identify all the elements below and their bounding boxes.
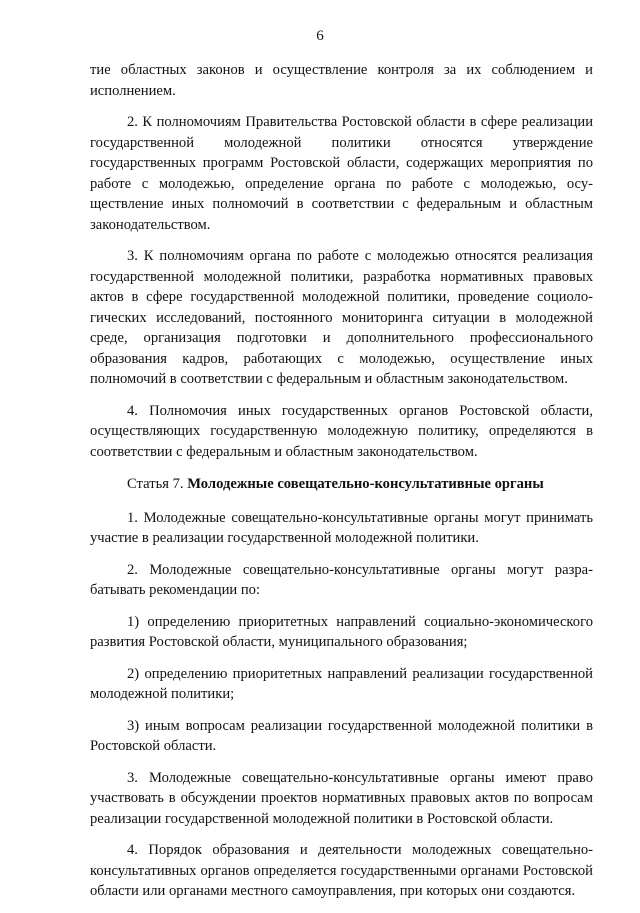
- paragraph: 2. К полномочиям Правительства Ростовской области в сфере реализации государственной молодежной политики относятся утверждение государственных программ Ростовской области, содержащих мероприятия по работе с молодежью, определение органа по работе с молодежью, осуществление иных полномочий в соответствии с федеральным и областным законодательством.: [90, 114, 593, 233]
- paragraph: 2. Молодежные совещательно-консультативные органы могут разрабатывать рекомендации по:: [90, 561, 593, 598]
- paragraph: 4. Порядок образования и деятельности молодежных совещательно-консультативных органов определяется государственными органами Ростовской области или органами местного самоуправления, при которых они создаются.: [90, 842, 593, 899]
- list-item: 1) определению приоритетных направлений социально-экономического развития Ростовской области, муниципального образования;: [90, 613, 593, 650]
- article-heading: [90, 474, 593, 495]
- document-body: [90, 60, 593, 913]
- article-label: Статья 7.: [127, 476, 184, 492]
- page-number: 6: [316, 28, 324, 44]
- paragraph: тие областных законов и осуществление контроля за их соблюдением и исполнением.: [90, 62, 593, 99]
- paragraph: 3. К полномочиям органа по работе с молодежью относятся реализация государственной молодежной политики, разработка нормативных правовых актов в сфере государственной молодежной политики, проведение социологических исследований, постоянного мониторинга ситуации в молодежной среде, организация подготовки и дополнительного профессионального образования кадров, работающих с молодежью, осуществление иных полномочий в соответствии с федеральным и областным законодательством.: [90, 248, 593, 387]
- list-item: 3) иным вопросам реализации государственной молодежной политики в Ростовской области.: [90, 717, 593, 754]
- paragraph: 1. Молодежные совещательно-консультативные органы могут принимать участие в реализации государственной молодежной политики.: [90, 509, 593, 546]
- paragraph: 3. Молодежные совещательно-консультативные органы имеют право участвовать в обсуждении проектов нормативных правовых актов по вопросам реализации государственной молодежной политики в Ростовской области.: [90, 769, 593, 827]
- article-title: Молодежные совещательно-консультативные органы: [187, 476, 544, 492]
- paragraph: 4. Полномочия иных государственных органов Ростовской области, осуществляющих государственную молодежную политику, определяются в соответствии с федеральным и областным законодательством.: [90, 402, 593, 460]
- list-item: 2) определению приоритетных направлений реализации государственной молодежной политики;: [90, 665, 593, 702]
